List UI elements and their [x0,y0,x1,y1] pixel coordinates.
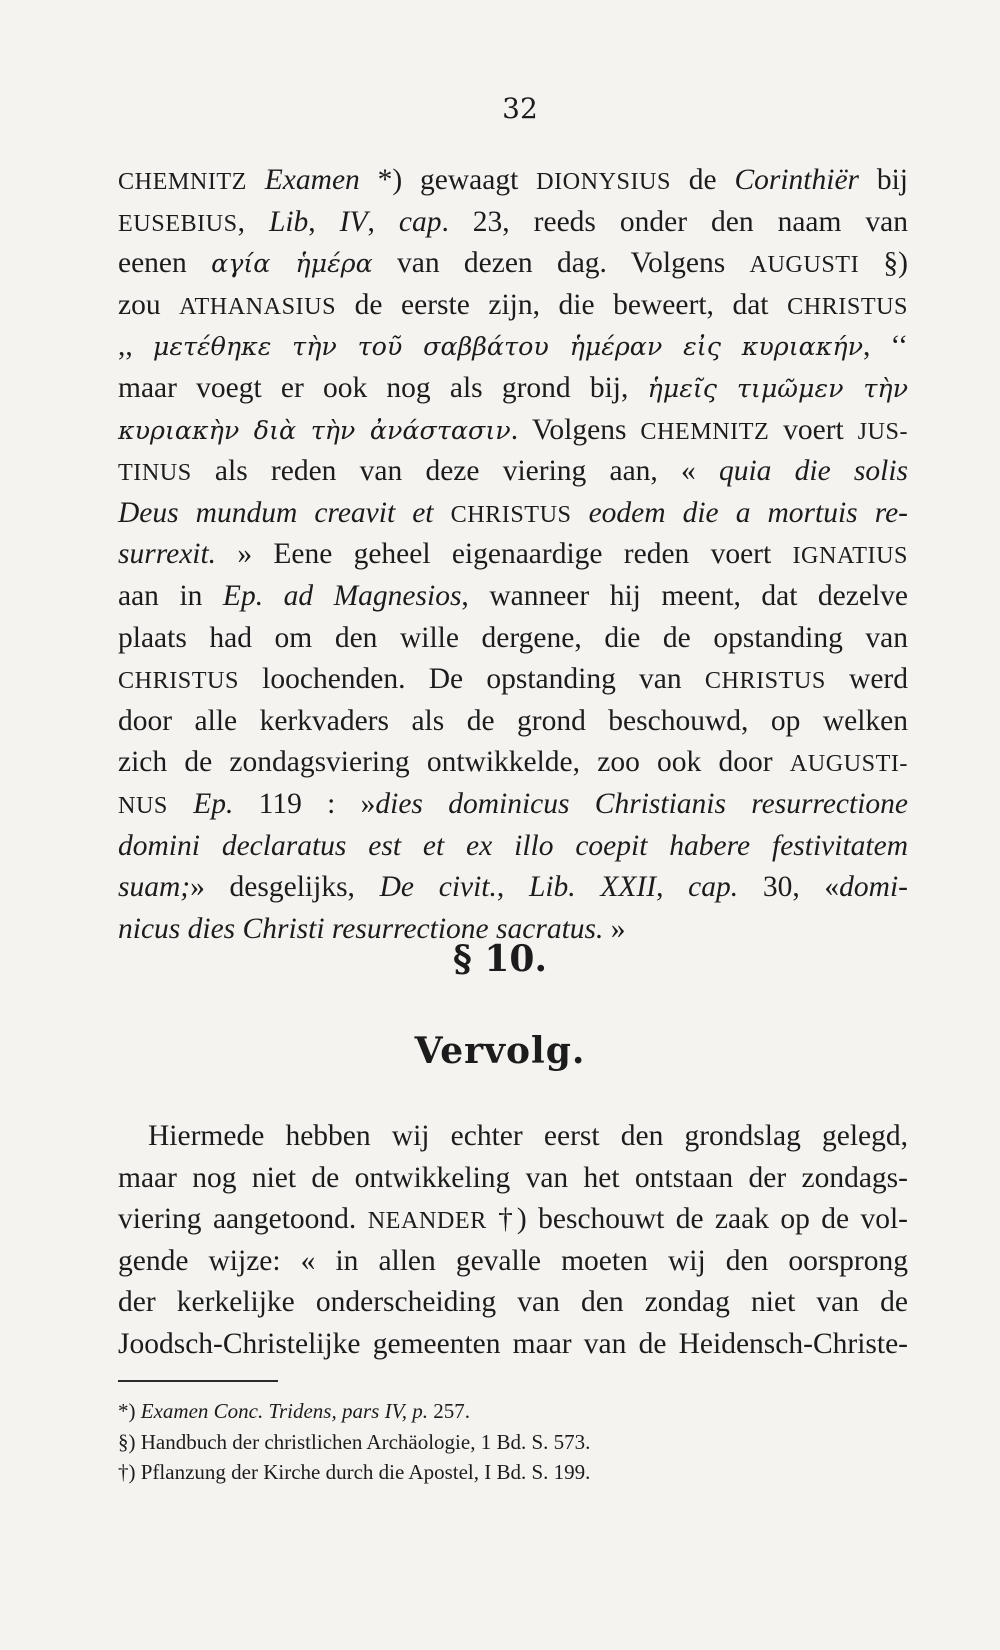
text-line [118,1324,908,1366]
text-run: » Eene geheel eigenaardige reden voert [216,538,793,571]
ref-cap: cap [398,205,442,238]
paragraph-1 [118,160,908,950]
text-line [118,659,908,701]
latin-quote: quia die solis [718,455,909,488]
footnote [118,1396,878,1427]
footnote-marker: *) [118,1399,141,1423]
greek-text: ἡμεῖς τιμῶμεν τὴν [647,372,909,403]
text-line [118,534,908,576]
text-run: » desgelijks, [190,871,380,904]
text-run: , [496,871,529,904]
name-justinus: TINUS [118,459,192,487]
text-run: Joodsch-Christelijke gemeenten maar van de Heidensch-Christe- [118,1327,908,1360]
text-line [118,243,908,285]
name-justinus: JUS- [857,417,908,445]
text-line [118,160,908,202]
text-line [118,493,908,535]
text-line [118,1116,908,1158]
latin-quote: nicus dies Christi resurrectione sacratus. [118,912,604,945]
ref-cap: cap. [688,871,739,904]
text-line [118,1241,908,1283]
text-line [118,326,908,368]
name-ignatius: IGNATIUS [792,542,908,570]
text-line [118,701,908,743]
text-run [434,497,451,529]
text-run: eenen [118,247,212,280]
text-line [118,1158,908,1200]
text-run: 257. [427,1399,470,1423]
text-line [118,618,908,660]
text-run [247,164,265,196]
text-run: 119 : » [233,787,376,820]
text-run: , [237,205,269,238]
text-run: der kerkelijke onderscheiding van den zondag niet van de [118,1286,908,1319]
name-christus: CHRISTUS [118,667,239,695]
text-line [118,784,908,826]
name-christus: CHRISTUS [787,292,909,320]
text-run [168,788,193,820]
text-run: 30, « [738,871,840,904]
text-run: †) Pflanzung der Kirche durch die Apostel, I Bd. S. 199. [118,1460,591,1484]
text-run: maar voegt er ook nog als grond bij, [118,371,648,404]
text-run: maar nog niet de ontwikkeling van het ontstaan der zondags- [118,1161,908,1194]
text-run: ,, [118,330,153,363]
footnote [118,1427,878,1458]
latin-quote: domi- [839,871,908,904]
latin-quote: Deus mundum creavit et [118,496,434,529]
page-number: 32 [502,92,538,125]
latin-quote: surrexit. [118,538,217,571]
name-augusti: AUGUSTI [749,251,860,279]
text-run: , [308,205,340,238]
text-line [118,867,908,909]
footnote-ref: Examen Conc. Tridens, pars IV, p. [140,1399,428,1423]
latin-quote: dies dominicus Christianis resurrectione [375,787,908,820]
paragraph-2 [118,1116,908,1366]
text-line [118,451,908,493]
text-line [118,285,908,327]
ref-lib: Lib [268,205,309,238]
text-line [118,742,908,784]
text-run: aan in [118,579,223,612]
text-run: zich de zondagsviering ontwikkelde, zoo ook door [118,746,790,779]
text-run: . 23, reeds onder den naam van [441,205,909,238]
name-chemnitz: CHEMNITZ [118,168,247,195]
place-corinthier: Corinthiër [734,164,860,196]
text-run: , ‘‘ [863,330,908,363]
text-run: *) gewaagt [359,164,537,196]
text-line [118,410,908,452]
name-eusebius: EUSEBIUS [118,209,238,237]
text-run: §) Handbuch der christlichen Archäologie, 1 Bd. S. 573. [118,1429,591,1454]
section-title: Vervolg. [414,1030,586,1072]
text-run: , [367,205,399,238]
text-run: » [603,912,626,945]
text-run: zou [118,288,180,321]
name-neander: NEANDER [367,1207,487,1235]
name-athanasius: ATHANASIUS [179,292,337,320]
footnotes [118,1396,878,1488]
text-run: plaats had om den wille dergene, die de opstanding van [118,621,908,654]
text-run: viering aangetoond. [118,1203,368,1236]
text-run: †) beschouwt de zaak op de vol- [486,1203,908,1236]
ref-iv: IV [339,205,368,238]
text-run: van dezen dag. Volgens [372,247,750,280]
text-run: . Volgens [510,413,641,446]
text-line [118,202,908,244]
text-run: de eerste zijn, die beweert, dat [336,288,788,321]
ref-ep: Ep. [193,787,234,820]
text-run: , wanneer hij meent, dat dezelve [461,579,908,612]
ref-lib: Lib. XXII [528,871,657,904]
name-christus: CHRISTUS [450,500,572,528]
footnote-rule [118,1380,278,1382]
title-examen: Examen [264,164,360,196]
text-line [118,1199,908,1241]
greek-text: αγία ἡμέρα [211,248,373,279]
latin-quote: suam; [118,871,191,904]
text-run: §) [859,247,908,280]
text-run: de [670,164,735,196]
name-chemnitz: CHEMNITZ [640,417,770,445]
text-run: door alle kerkvaders als de grond beschouwd, op welken [118,704,908,737]
text-run: , [656,871,689,904]
text-run [572,497,589,529]
text-run: bij [859,164,908,196]
name-augustinus: AUGUSTI- [789,750,908,778]
greek-text: μετέθηκε τὴν τοῦ σαββάτου ἡμέραν εἰς κυριακήν [152,331,864,362]
name-augustinus: NUS [118,791,168,819]
text-run: gende wijze: « in allen gevalle moeten wij den oorsprong [118,1244,908,1277]
name-dionysius: DIONYSIUS [536,168,671,195]
text-line [118,368,908,410]
footnote [118,1457,878,1488]
text-line [118,826,908,868]
text-run: werd [825,663,908,696]
text-run: voert [769,413,858,446]
latin-quote: eodem die a mortuis re- [588,496,909,529]
ref-de-civit: De civit. [379,871,497,904]
latin-quote: domini declaratus est et ex illo coepit habere festivitatem [118,829,908,862]
section-number: § 10. [453,938,547,980]
text-run: loochenden. De opstanding van [238,663,705,696]
greek-text: κυριακὴν διὰ τὴν ἀνάστασιν [118,414,511,445]
ref-magnesios: Ep. ad Magnesios [222,579,462,612]
text-run: als reden van deze viering aan, « [191,455,719,488]
text-line [118,576,908,618]
name-christus: CHRISTUS [704,667,826,695]
text-line [118,1282,908,1324]
text-run: Hiermede hebben wij echter eerst den grondslag gelegd, [148,1120,908,1152]
